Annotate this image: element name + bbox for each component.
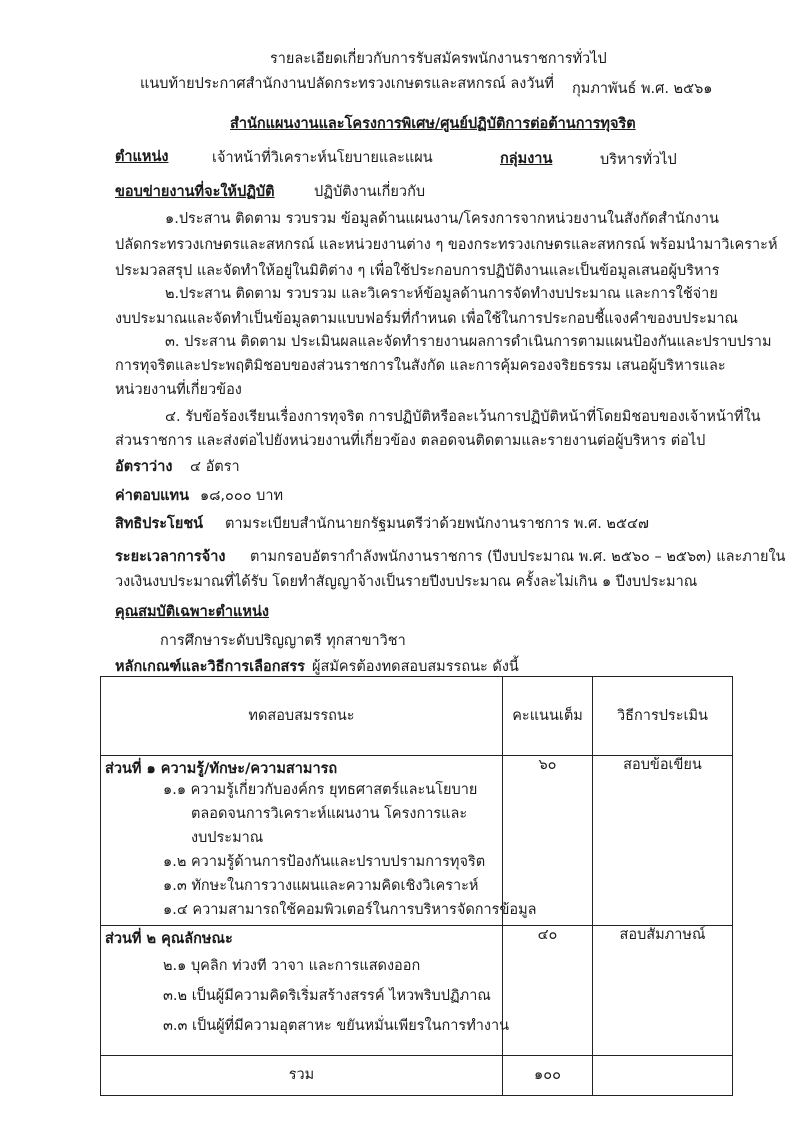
position-value: เจ้าหน้าที่วิเคราะห์นโยบายและแผน [212,150,433,166]
header-full-score: คะแนนเต็ม [503,677,593,756]
benefits-value: ตามระเบียบสำนักนายกรัฐมนตรีว่าด้วยพนักงานราชการ พ.ศ. ๒๕๔๗ [225,516,649,532]
header-date: กุมภาพันธ์ พ.ศ. ๒๕๖๑ [572,81,713,97]
part-2-item: ๓.๓ เป็นผู้ที่มีความอุตสาหะ ขยันหมั่นเพียรในการทำงาน [163,1018,510,1035]
scope-item-4-line-1: ๔. รับข้อร้องเรียนเรื่องการทุจริต การปฏิบัติหรือละเว้นการปฏิบัติหน้าที่โดยมิชอบของเจ้าหน้าที่ใน [165,409,761,425]
scope-label: ขอบข่ายงานที่จะให้ปฏิบัติ [115,184,275,200]
part-1-item: ๑.๒ ความรู้ด้านการป้องกันและปราบปรามการทุจริต [163,854,486,871]
scope-item-3-line-3: หน่วยงานที่เกี่ยวข้อง [115,382,242,398]
total-method-empty [593,1056,733,1096]
scope-item-4-line-2: ส่วนราชการ และส่งต่อไปยังหน่วยงานที่เกี่ยวข้อง ตลอดจนติดตามและรายงานต่อผู้บริหาร ต่อไป [115,433,706,449]
header-line-1: รายละเอียดเกี่ยวกับการรับสมัครพนักงานราชการทั่วไป [270,51,607,67]
part-2-score: ๔๐ [503,926,593,1056]
scope-item-2-line-1: ๒.ประสาน ติดตาม รวบรวม และวิเคราะห์ข้อมูลด้านการจัดทำงบประมาณ และการใช้จ่าย [165,286,718,302]
salary-label: ค่าตอบแทน [115,488,189,504]
part-1-item: ๑.๑ ความรู้เกี่ยวกับองค์กร ยุทธศาสตร์และนโยบาย [163,782,478,799]
part-1-item: งบประมาณ [191,830,264,847]
total-label: รวม [101,1056,503,1096]
scope-item-3-line-2: การทุจริตและประพฤติมิชอบของส่วนราชการในสังกัด และการคุ้มครองจริยธรรม เสนอผู้บริหารและ [115,358,726,374]
header-method: วิธีการประเมิน [593,677,733,756]
criteria-label: หลักเกณฑ์และวิธีการเลือกสรร [115,659,305,675]
scope-item-1-line-1: ๑.ประสาน ติดตาม รวบรวม ข้อมูลด้านแผนงาน/โครงการจากหน่วยงานในสังกัดสำนักงาน [165,211,719,227]
term-line-1: ตามกรอบอัตรากำลังพนักงานราชการ (ปีงบประมาณ พ.ศ. ๒๕๖๐ – ๒๕๖๓) และภายใน [250,549,786,565]
vacancy-value: ๔ อัตรา [190,459,240,475]
scope-item-2-line-2: งบประมาณและจัดทำเป็นข้อมูลตามแบบฟอร์มที่กำหนด เพื่อใช้ในการประกอบชี้แจงคำของบประมาณ [115,311,738,327]
table-header-row [101,677,733,756]
scope-item-3-line-1: ๓. ประสาน ติดตาม ประเมินผลและจัดทำรายงานผลการดำเนินการตามแผนป้องกันและปราบปราม [165,334,772,350]
part-1-method: สอบข้อเขียน [593,756,733,926]
part-2-method: สอบสัมภาษณ์ [593,926,733,1056]
total-score: ๑๐๐ [503,1056,593,1096]
table-row-part-1 [101,756,733,926]
header-competency: ทดสอบสมรรถนะ [101,677,503,756]
part-1-item: ๑.๓ ทักษะในการวางแผนและความคิดเชิงวิเคราะห์ [163,878,479,895]
group-label: กลุ่มงาน [500,151,553,167]
scope-intro: ปฏิบัติงานเกี่ยวกับ [314,184,426,200]
part-1-cell [101,756,537,926]
position-label: ตำแหน่ง [115,149,169,165]
part-2-cell [101,926,510,1056]
table-row-part-2 [101,926,733,1056]
header-line-2: แนบท้ายประกาศสำนักงานปลัดกระทรวงเกษตรและสหกรณ์ ลงวันที่ [140,76,554,92]
part-2-item: ๒.๑ บุคลิก ท่วงที วาจา และการแสดงออก [163,958,421,975]
scope-item-1-line-2: ปลัดกระทรวงเกษตรและสหกรณ์ และหน่วยงานต่าง ๆ ของกระทรวงเกษตรและสหกรณ์ พร้อมนำมาวิเคราะห์ [115,237,778,253]
group-value: บริหารทั่วไป [600,152,677,168]
office-title: สำนักแผนงานและโครงการพิเศษ/ศูนย์ปฏิบัติการต่อต้านการทุจริต [230,116,636,132]
qualification-label: คุณสมบัติเฉพาะตำแหน่ง [115,604,269,620]
benefits-label: สิทธิประโยชน์ [115,516,204,532]
salary-value: ๑๘,๐๐๐ บาท [200,488,284,504]
part-1-item: ๑.๔ ความสามารถใช้คอมพิวเตอร์ในการบริหารจัดการข้อมูล [163,902,537,919]
part-2-item: ๓.๒ เป็นผู้มีความคิดริเริ่มสร้างสรรค์ ไหวพริบปฏิภาณ [163,988,491,1005]
qualification-value: การศึกษาระดับปริญญาตรี ทุกสาขาวิชา [160,633,406,649]
term-line-2: วงเงินงบประมาณที่ได้รับ โดยทำสัญญาจ้างเป็นรายปีงบประมาณ ครั้งละไม่เกิน ๑ ปีงบประมาณ [115,574,698,590]
table-total-row [101,1056,733,1096]
vacancy-label: อัตราว่าง [115,459,173,475]
criteria-intro: ผู้สมัครต้องทดสอบสมรรถนะ ดังนี้ [312,659,519,675]
part-1-title: ส่วนที่ ๑ ความรู้/ทักษะ/ความสามารถ [105,761,338,777]
term-label: ระยะเวลาการจ้าง [115,549,226,565]
part-1-score: ๖๐ [503,756,593,926]
part-2-title: ส่วนที่ ๒ คุณลักษณะ [105,931,233,947]
competency-table [100,676,733,1096]
scope-item-1-line-3: ประมวลสรุป และจัดทำให้อยู่ในมิติต่าง ๆ เพื่อใช้ประกอบการปฏิบัติงานและเป็นข้อมูลเสนอผู้บริหาร [115,263,720,279]
part-1-item: ตลอดจนการวิเคราะห์แผนงาน โครงการและ [191,806,468,823]
